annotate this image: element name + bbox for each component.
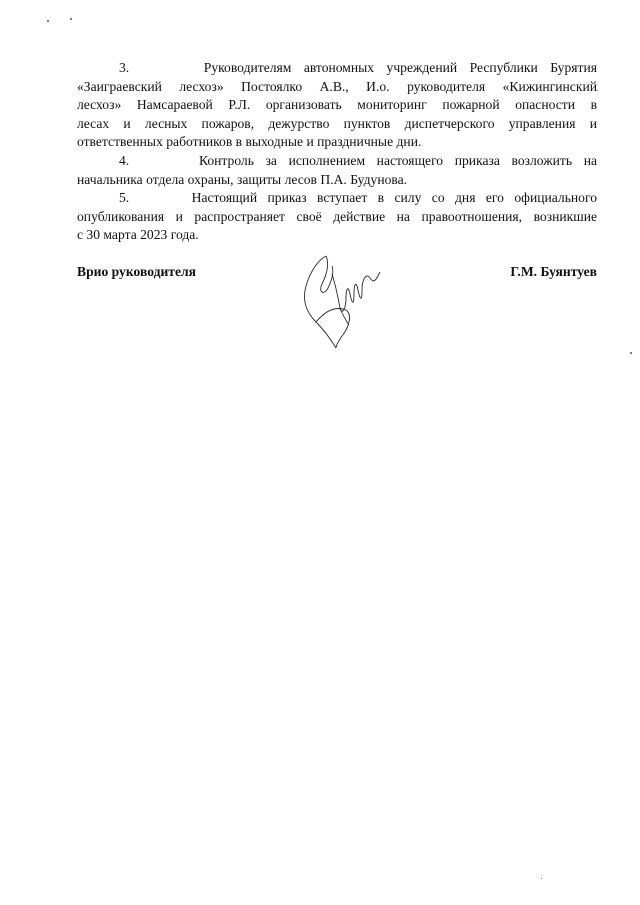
paragraph-line: 3. Руководителям автономных учреждений Республики Бурятия xyxy=(119,60,597,75)
paragraph-line: лесхоз» Намсараевой Р.Л. организовать мониторинг пожарной опасности в xyxy=(77,97,597,113)
paragraph-3 xyxy=(77,59,597,152)
paragraph-line: опубликования и распространяет своё действие на правоотношения, возникшие xyxy=(77,208,597,224)
scan-speck xyxy=(597,90,598,91)
paragraph-line: 4. Контроль за исполнением настоящего приказа возложить на xyxy=(119,152,598,168)
paragraph-line: 5. Настоящий приказ вступает в силу со дня его официального xyxy=(119,190,598,206)
paragraph-line: с 30 марта 2023 года. xyxy=(77,227,199,243)
paragraph-line: лесах и лесных пожаров, дежурство пунктов диспетчерского управления и xyxy=(77,115,597,131)
paragraph-number: 5. xyxy=(119,190,130,206)
paragraph-number: 3. xyxy=(119,60,130,75)
paragraph-line: начальника отдела охраны, защиты лесов П.А. Будунова. xyxy=(77,171,408,187)
paragraph-line: «Заиграевский лесхоз» Постоялко А.В., И.о. руководителя «Кижингинский xyxy=(77,78,597,94)
scan-speck xyxy=(47,20,49,22)
scan-speck xyxy=(70,18,72,20)
scan-speck xyxy=(630,352,632,354)
paragraph-4 xyxy=(77,152,597,189)
scan-speck xyxy=(541,878,542,879)
handwritten-signature xyxy=(296,250,396,356)
paragraph-number: 4. xyxy=(119,152,130,168)
document-body xyxy=(77,59,597,245)
position-title: Врио руководителя xyxy=(77,264,196,279)
paragraph-line: ответственных работников в выходные и праздничные дни. xyxy=(77,134,422,150)
paragraph-5 xyxy=(77,189,597,245)
signer-name: Г.М. Буянтуев xyxy=(510,264,597,279)
